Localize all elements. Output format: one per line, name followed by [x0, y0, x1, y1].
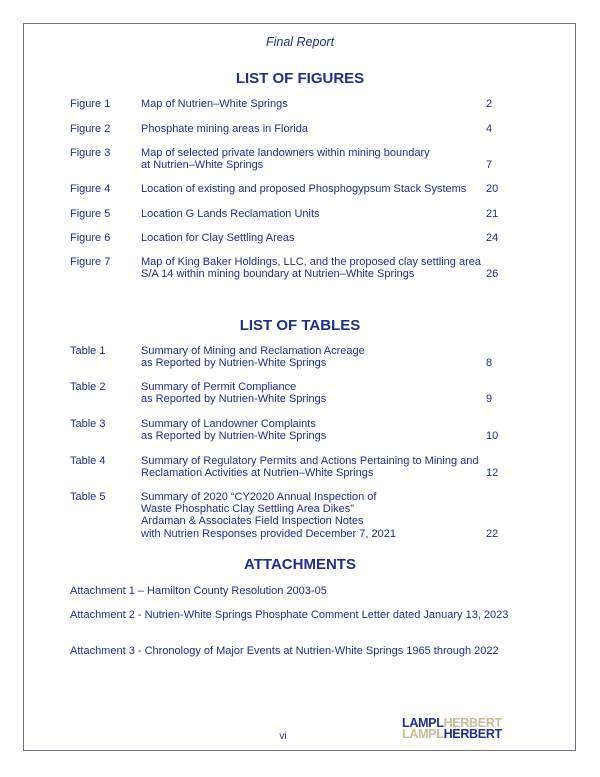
entry-line: with Nutrien Responses provided December 7, 2021 [141, 527, 396, 540]
entry-description [141, 183, 486, 195]
entry-description [141, 491, 486, 540]
entry-line: Location for Clay Settling Areas [141, 232, 295, 244]
entry-label: Table 1 [70, 345, 106, 357]
entry-label: Table 5 [70, 491, 106, 503]
entry-description [141, 98, 486, 110]
entry-line: Location of existing and proposed Phosphogypsum Stack Systems [141, 183, 467, 195]
entry-page: 9 [486, 393, 493, 405]
entry-label: Figure 7 [70, 256, 111, 268]
entry-description [141, 147, 486, 171]
entry-page: 4 [486, 123, 493, 135]
entry-page: 10 [486, 430, 499, 442]
entry-page: 26 [486, 268, 499, 280]
entry-line: Summary of 2020 “CY2020 Annual Inspection of [141, 491, 377, 503]
entry-line: Summary of Permit Compliance [141, 381, 297, 393]
entry-page: 7 [486, 159, 493, 171]
entry-page: 2 [486, 98, 493, 110]
entry-line: Summary of Mining and Reclamation Acreage [141, 345, 365, 357]
page-number: vi [279, 731, 287, 742]
entry-line: as Reported by Nutrien-White Springs [141, 393, 327, 406]
entry-description [141, 208, 486, 220]
logo-word-herbert: HERBERT [443, 727, 502, 741]
logo-row-bottom [402, 727, 502, 741]
entry-label: Figure 6 [70, 232, 111, 244]
attachment-item: Attachment 2 - Nutrien-White Springs Phosphate Comment Letter dated January 13, 2023 [70, 609, 509, 621]
entry-line: S/A 14 within mining boundary at Nutrien–White Springs [141, 268, 415, 281]
entry-line: Phosphate mining areas in Florida [141, 123, 308, 135]
entry-page: 12 [486, 467, 499, 479]
entry-page: 8 [486, 357, 493, 369]
entry-label: Figure 1 [70, 98, 111, 110]
report-header: Final Report [265, 35, 335, 49]
attachments-title: ATTACHMENTS [244, 556, 356, 573]
entry-label: Figure 4 [70, 183, 111, 195]
entry-label: Figure 3 [70, 147, 111, 159]
entry-page: 20 [486, 183, 499, 195]
entry-description [141, 123, 486, 135]
entry-line: Map of Nutrien–White Springs [141, 98, 288, 110]
entry-line: Ardaman & Associates Field Inspection Notes [141, 515, 364, 528]
entry-line: Map of selected private landowners within mining boundary [141, 147, 430, 159]
entry-line: as Reported by Nutrien-White Springs [141, 430, 327, 443]
entry-line: Summary of Regulatory Permits and Actions Pertaining to Mining and [141, 455, 479, 467]
entry-page: 24 [486, 232, 499, 244]
entry-page: 22 [486, 528, 499, 540]
attachment-item: Attachment 3 - Chronology of Major Events at Nutrien-White Springs 1965 through 2022 [70, 645, 499, 657]
entry-label: Table 4 [70, 455, 106, 467]
entry-page: 21 [486, 208, 499, 220]
entry-description [141, 345, 486, 369]
lampl-herbert-logo [402, 716, 502, 744]
logo-word-herbert: HERBERT [443, 716, 502, 730]
tables-title: LIST OF TABLES [239, 317, 361, 334]
entry-line: Waste Phosphatic Clay Settling Area Dikes” [141, 503, 354, 516]
entry-label: Figure 2 [70, 123, 111, 135]
figures-title: LIST OF FIGURES [235, 70, 365, 87]
attachment-item: Attachment 1 – Hamilton County Resolution 2003-05 [70, 585, 327, 597]
entry-description [141, 232, 486, 244]
entry-line: Map of King Baker Holdings, LLC, and the proposed clay settling area [141, 256, 481, 268]
logo-word-lampl: LAMPL [402, 727, 444, 741]
logo-word-lampl: LAMPL [402, 716, 444, 730]
entry-line: at Nutrien–White Springs [141, 159, 264, 172]
entry-label: Table 2 [70, 381, 106, 393]
entry-line: Location G Lands Reclamation Units [141, 208, 320, 220]
entry-line: as Reported by Nutrien-White Springs [141, 357, 327, 370]
entry-description [141, 256, 486, 280]
entry-line: Summary of Landowner Complaints [141, 418, 316, 430]
entry-description [141, 418, 486, 442]
entry-line: Reclamation Activities at Nutrien–White Springs [141, 467, 374, 480]
entry-label: Figure 5 [70, 208, 111, 220]
entry-label: Table 3 [70, 418, 106, 430]
entry-description [141, 381, 486, 405]
entry-description [141, 455, 486, 479]
